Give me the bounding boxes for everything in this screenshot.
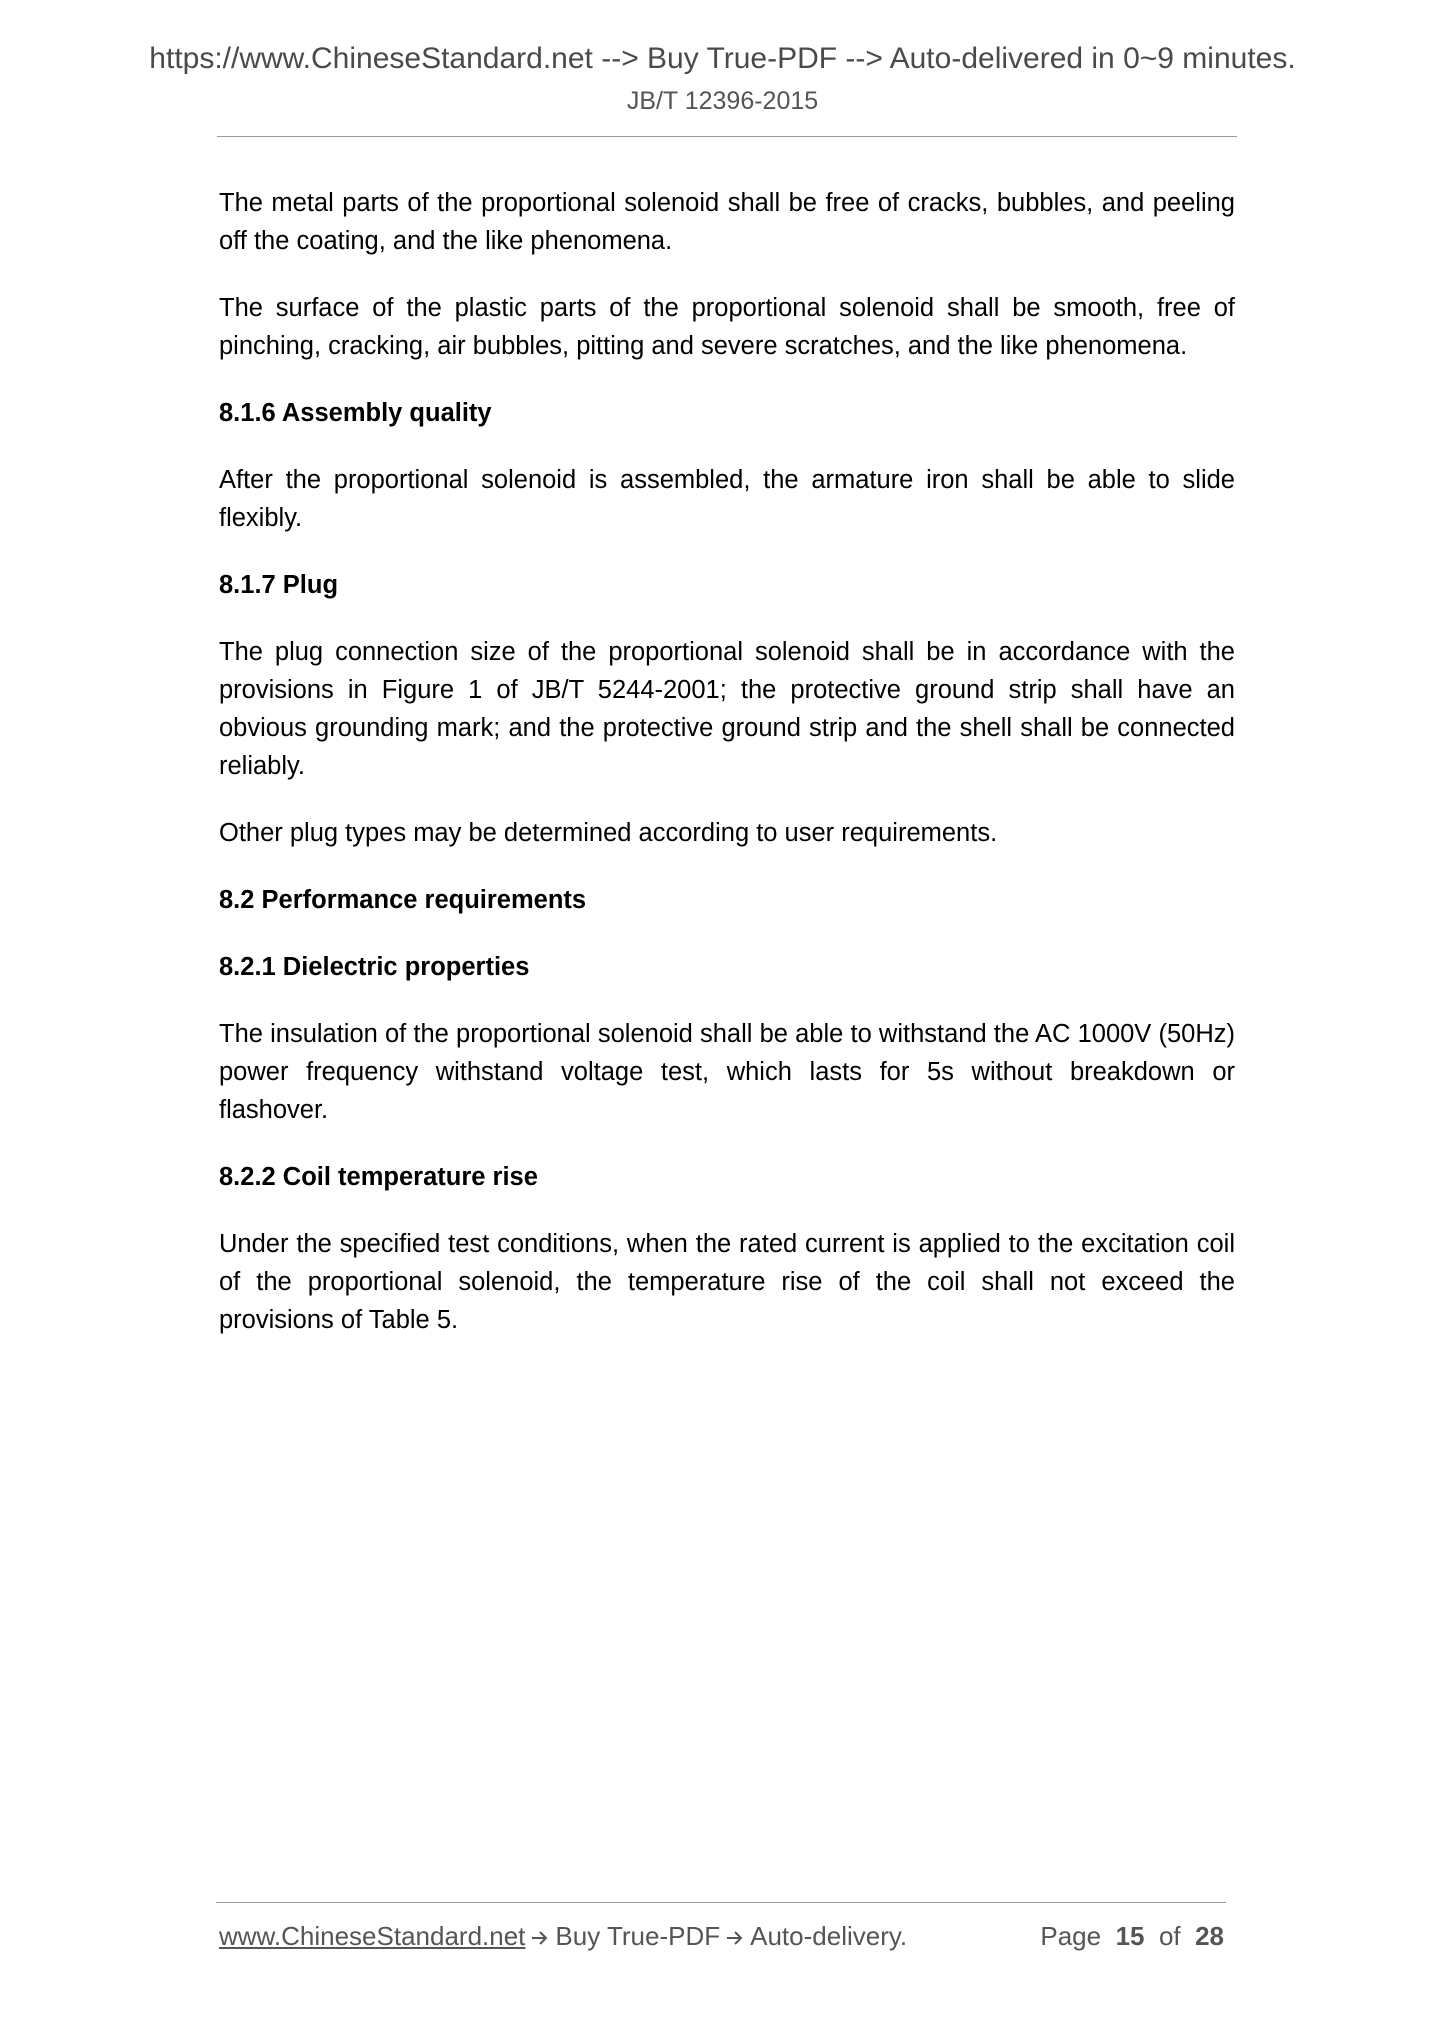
paragraph-other-plugs: Other plug types may be determined according to user requirements. [219, 819, 998, 847]
page-number: 15 [1115, 1921, 1145, 1951]
heading-8-2-2: 8.2.2 Coil temperature rise [219, 1163, 538, 1191]
page-label: Page [1040, 1921, 1102, 1951]
paragraph-dielectric: The insulation of the proportional solenoid shall be able to withstand the AC 1000V (50Hz) power frequency withstand voltage test, which lasts for 5s without breakdown or flashover. [219, 1020, 1235, 1124]
paragraph-plug-size: The plug connection size of the proportional solenoid shall be in accordance with the provisions in Figure 1 of JB/T 5244-2001; the protective ground strip shall have an obvious grounding mark; and the protective ground strip and the shell shall be connected reliably. [219, 638, 1235, 780]
of-label: of [1158, 1921, 1181, 1951]
page-footer [219, 1916, 1224, 1956]
heading-8-2: 8.2 Performance requirements [219, 886, 587, 914]
right-arrow-icon [531, 1930, 549, 1946]
header-divider [217, 136, 1237, 137]
heading-8-2-1: 8.2.1 Dielectric properties [219, 953, 530, 981]
paragraph-temperature-rise: Under the specified test conditions, when the rated current is applied to the excitation coil of the proportional solenoid, the temperature rise of the coil shall not exceed the provisions of Table 5. [219, 1230, 1235, 1334]
buy-true-pdf-text: Buy True-PDF [555, 1921, 721, 1951]
document-code: JB/T 12396-2015 [626, 87, 819, 115]
paragraph-metal-parts: The metal parts of the proportional solenoid shall be free of cracks, bubbles, and peeling off the coating, and the like phenomena. [219, 189, 1235, 255]
top-banner[interactable]: https://www.ChineseStandard.net --> Buy True-PDF --> Auto-delivered in 0~9 minutes. [149, 42, 1296, 75]
auto-delivery-text: Auto-delivery. [750, 1921, 908, 1951]
heading-8-1-6: 8.1.6 Assembly quality [219, 399, 492, 427]
footer-divider [216, 1902, 1226, 1903]
page-total: 28 [1195, 1921, 1224, 1951]
heading-8-1-7: 8.1.7 Plug [219, 571, 339, 599]
paragraph-plastic-parts: The surface of the plastic parts of the proportional solenoid shall be smooth, free of pinching, cracking, air bubbles, pitting and severe scratches, and the like phenomena. [219, 294, 1235, 360]
right-arrow-icon [726, 1930, 744, 1946]
page-content [219, 184, 1235, 1368]
footer-promo [219, 1916, 907, 1956]
site-link[interactable]: www.ChineseStandard.net [219, 1921, 526, 1951]
paragraph-assembly: After the proportional solenoid is assembled, the armature iron shall be able to slide flexibly. [219, 466, 1235, 532]
page-indicator [1040, 1916, 1224, 1956]
